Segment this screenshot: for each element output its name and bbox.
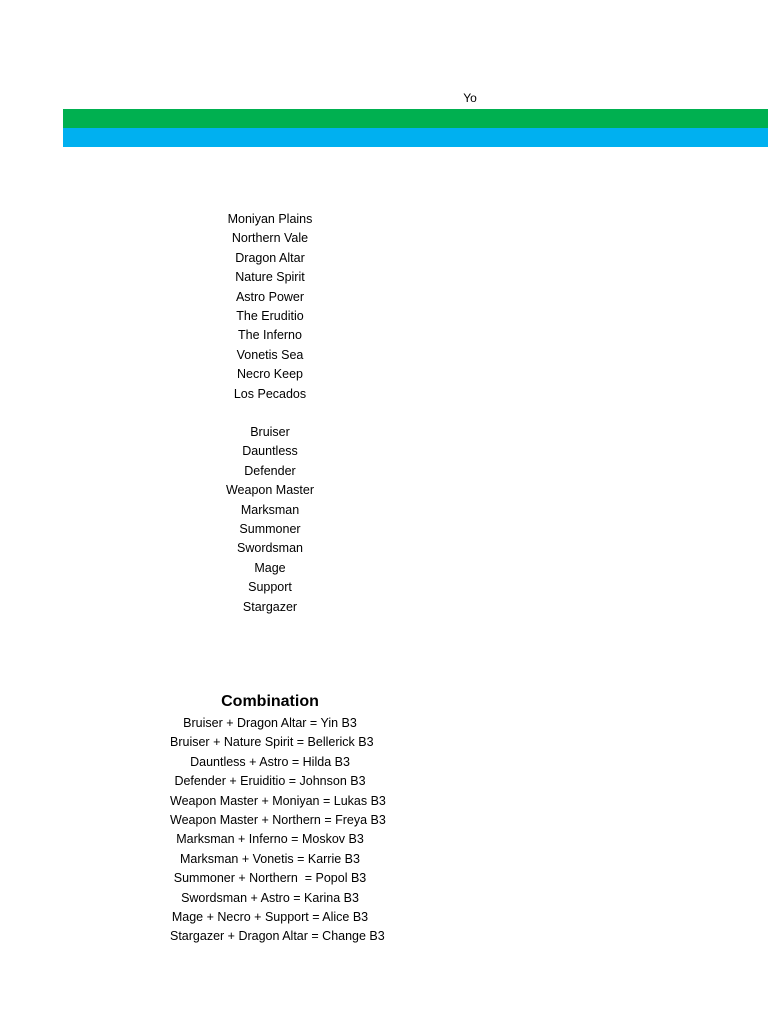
green-band bbox=[63, 109, 768, 128]
region-item: Los Pecados bbox=[233, 386, 307, 401]
region-item: The Eruditio bbox=[236, 308, 304, 323]
combination-item: Bruiser + Dragon Altar = Yin B3 bbox=[183, 716, 357, 730]
role-item: Swordsman bbox=[237, 541, 303, 556]
role-item: Dauntless bbox=[242, 444, 298, 459]
region-item: Astro Power bbox=[235, 289, 305, 304]
region-item: The Inferno bbox=[238, 328, 302, 343]
combination-item: Mage + Necro + Support = Alice B3 bbox=[171, 909, 369, 924]
blue-band bbox=[63, 128, 768, 147]
combination-item: Bruiser + Nature Spirit = Bellerick B3 bbox=[170, 735, 374, 750]
combination-item: Marksman + Inferno = Moskov B3 bbox=[176, 832, 364, 847]
region-item: Nature Spirit bbox=[235, 270, 305, 285]
role-item: Summoner bbox=[239, 521, 301, 536]
combination-item: Summoner + Northern = Popol B3 bbox=[173, 871, 367, 886]
combination-list bbox=[170, 714, 386, 947]
combination-item: Weapon Master + Northern = Freya B3 bbox=[170, 812, 386, 827]
role-item: Mage bbox=[254, 560, 286, 575]
role-item: Stargazer bbox=[242, 599, 298, 614]
combination-item: Marksman + Vonetis = Karrie B3 bbox=[180, 851, 360, 866]
combination-item: Stargazer + Dragon Altar = Change B3 bbox=[170, 929, 385, 944]
role-item: Support bbox=[248, 580, 292, 595]
region-item: Moniyan Plains bbox=[227, 212, 313, 226]
combination-item: Weapon Master + Moniyan = Lukas B3 bbox=[170, 793, 386, 808]
combination-item: Swordsman + Astro = Karina B3 bbox=[181, 890, 359, 905]
combination-title: Combination bbox=[221, 693, 319, 710]
role-item: Marksman bbox=[240, 502, 300, 517]
roles-list bbox=[170, 423, 370, 617]
regions-list bbox=[170, 210, 370, 404]
combination-item: Defender + Eruiditio = Johnson B3 bbox=[174, 774, 366, 789]
region-item: Northern Vale bbox=[231, 231, 309, 246]
role-item: Defender bbox=[244, 463, 296, 478]
header-label: Yo bbox=[463, 91, 477, 105]
region-item: Dragon Altar bbox=[235, 250, 305, 265]
region-item: Vonetis Sea bbox=[236, 347, 304, 362]
role-item: Weapon Master bbox=[225, 483, 314, 498]
region-item: Necro Keep bbox=[236, 367, 303, 382]
role-item: Bruiser bbox=[250, 425, 290, 439]
combination-item: Dauntless + Astro = Hilda B3 bbox=[190, 754, 350, 769]
